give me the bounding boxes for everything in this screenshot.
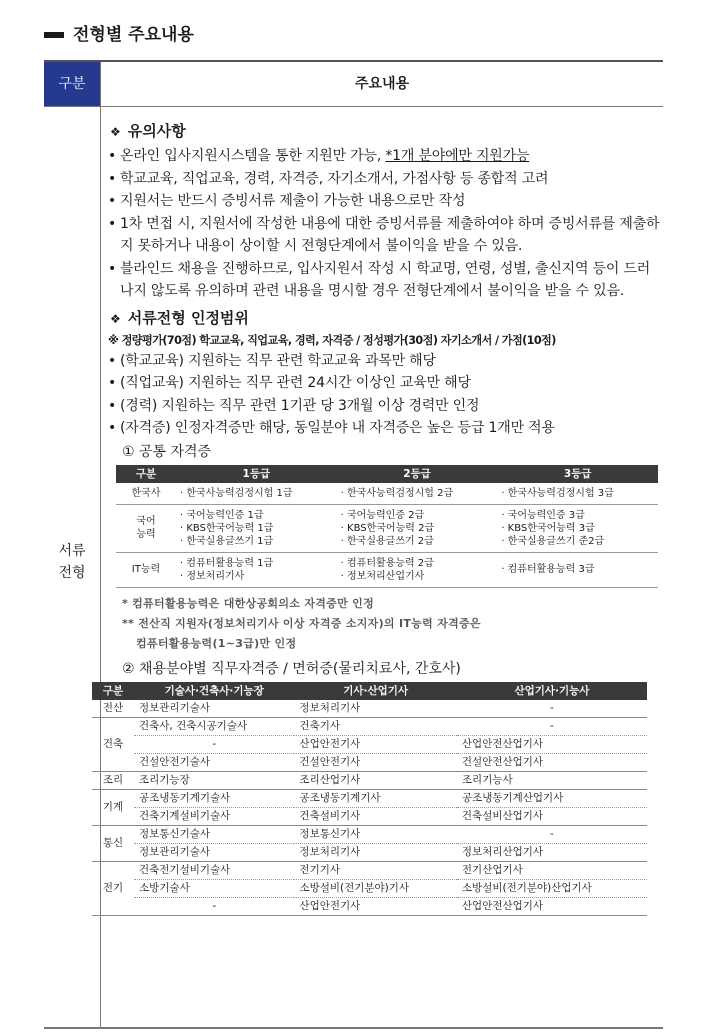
cert-item: · 한국실용글쓰기 2급 <box>340 535 434 547</box>
table-row <box>116 504 658 552</box>
table-cell: - <box>134 897 294 915</box>
table-cell: 정보처리기사 <box>294 843 456 861</box>
table-cell: 건설안전산업기사 <box>457 753 647 771</box>
table-cell: 건축전기설비기술사 <box>134 861 294 879</box>
table-cell: 정보관리기술사 <box>134 843 294 861</box>
diamond-icon: ❖ <box>110 311 121 326</box>
table-cell <box>176 483 337 505</box>
table-header-cell: 구분 <box>116 465 176 483</box>
cert-item: · 한국사능력검정시험 2급 <box>340 487 454 499</box>
scope-heading <box>110 307 663 328</box>
caution-item <box>108 190 663 213</box>
scope-item: • (경력) 지원하는 직무 관련 1기관 당 3개월 이상 경력만 인정 <box>108 395 663 418</box>
field-cert-title: ② 채용분야별 직무자격증 / 면허증(물리치료사, 간호사) <box>122 660 461 677</box>
cert-item: · KBS한국어능력 2급 <box>340 522 435 534</box>
cautions-title: 유의사항 <box>127 122 186 140</box>
caution-text: 학교교육, 직업교육, 경력, 자격증, 자기소개서, 가점사항 등 종합적 고려 <box>120 170 549 187</box>
title-bar-icon <box>44 32 64 38</box>
table-header-cell: 2등급 <box>337 465 498 483</box>
table-row <box>92 735 647 753</box>
cert-item: · 정보처리기사 <box>180 570 245 582</box>
row-header-line: 한국사 <box>131 487 161 499</box>
table-cell: 소방설비(전기분야)기사 <box>294 879 456 897</box>
table-cell: 건설안전기사 <box>294 753 456 771</box>
caution-text: 블라인드 채용을 진행하므로, 입사지원서 작성 시 학교명, 연령, 성별, 출신지역 등이 드러나지 않도록 유의하며 관련 내용을 명시할 경우 전형단계에서 불이익을 받을 수 있음. <box>120 260 651 299</box>
cautions-list <box>108 145 663 303</box>
group-label: 조리 <box>92 771 134 789</box>
table-cell: 조리기능사 <box>457 771 647 789</box>
table-cell: 건축기계설비기술사 <box>134 807 294 825</box>
table-cell: 공조냉동기계기술사 <box>134 789 294 807</box>
cert-note: * 컴퓨터활용능력은 대한상공회의소 자격증만 인정 <box>122 596 375 610</box>
table-cell: 산업안전기사 <box>294 897 456 915</box>
cert-item: · 정보처리산업기사 <box>340 570 425 582</box>
table-cell: 정보처리산업기사 <box>457 843 647 861</box>
table-cell: 산업안전산업기사 <box>457 735 647 753</box>
table-cell: 정보통신기술사 <box>134 825 294 843</box>
caution-text: 1차 면접 시, 지원서에 작성한 내용에 대한 증빙서류를 제출하여야 하며 증빙서류를 제출하지 못하거나 내용이 상이할 시 전형단계에서 불이익을 받을 수 있음. <box>120 215 660 254</box>
cert-item: · 컴퓨터활용능력 3급 <box>501 564 595 575</box>
caution-item <box>108 213 663 258</box>
section-title-text: 전형별 주요내용 <box>73 25 194 45</box>
table-cell: 건축기사 <box>294 717 456 735</box>
table-cell: 공조냉동기계산업기사 <box>457 789 647 807</box>
main-table <box>44 60 663 1029</box>
caution-item <box>108 145 663 168</box>
table-header-cell: 구분 <box>92 682 134 700</box>
row-header-line: 능력 <box>136 529 156 540</box>
caution-emphasis: *1개 분야에만 지원가능 <box>385 148 530 164</box>
scope-item: • (학교교육) 지원하는 직무 관련 학교교육 과목만 해당 <box>108 350 663 373</box>
table-row <box>92 717 647 735</box>
cert-item: · 한국사능력검정시험 3급 <box>501 487 614 499</box>
table-cell: 건설안전기술사 <box>134 753 294 771</box>
table-row <box>92 789 647 807</box>
cert-item: · 한국사능력검정시험 1급 <box>180 487 293 499</box>
table-row <box>92 897 647 915</box>
cert-item: · 컴퓨터활용능력 2급 <box>340 557 434 569</box>
table-cell <box>497 483 658 505</box>
table-row <box>116 552 658 587</box>
table-row <box>92 861 647 879</box>
table-cell <box>337 483 498 505</box>
table-row <box>92 825 647 843</box>
scope-note: ※ 정량평가(70점) 학교교육, 직업교육, 경력, 자격증 / 정성평가(30점) 자기소개서 / 가점(10점) <box>108 333 556 347</box>
table-cell: 정보관리기술사 <box>134 700 294 718</box>
table-row <box>92 753 647 771</box>
common-cert-table <box>116 465 658 588</box>
table-cell: 정보통신기사 <box>294 825 456 843</box>
table-cell: 건축설비기사 <box>294 807 456 825</box>
row-header-line: IT능력 <box>131 564 161 575</box>
table-header-cell: 1등급 <box>176 465 337 483</box>
cert-item: · KBS한국어능력 3급 <box>501 522 595 534</box>
table-cell: 전기산업기사 <box>457 861 647 879</box>
table-cell: 전기기사 <box>294 861 456 879</box>
table-cell: - <box>457 717 647 735</box>
row-label <box>44 540 100 584</box>
table-row <box>92 700 647 718</box>
table-cell <box>176 552 337 587</box>
caution-item <box>108 168 663 191</box>
content-area <box>102 120 663 916</box>
cert-item: · 한국실용글쓰기 준2급 <box>501 535 605 547</box>
row-label-line-1: 서류 <box>58 543 86 559</box>
cert-item: · 국어능력인증 1급 <box>180 509 264 521</box>
table-cell <box>497 552 658 587</box>
field-cert-table <box>92 682 647 916</box>
table-cell: - <box>134 735 294 753</box>
table-cell: 소방설비(전기분야)산업기사 <box>457 879 647 897</box>
table-cell: - <box>457 700 647 718</box>
cert-item: · 한국실용글쓰기 1급 <box>180 535 274 547</box>
row-header-line: 국어 <box>136 516 156 527</box>
group-label: 전산 <box>92 700 134 718</box>
group-label: 건축 <box>92 717 134 771</box>
table-row <box>92 771 647 789</box>
cautions-heading <box>110 120 663 141</box>
table-row <box>92 807 647 825</box>
table-row <box>116 483 658 505</box>
table-cell <box>337 504 498 552</box>
group-label: 통신 <box>92 825 134 861</box>
table-cell: 건축사, 건축시공기술사 <box>134 717 294 735</box>
table-row <box>92 879 647 897</box>
table-cell <box>176 504 337 552</box>
table-cell: 산업안전기사 <box>294 735 456 753</box>
cert-note: ** 전산직 지원자(정보처리기사 이상 자격증 소지자)의 IT능력 자격증은 <box>122 616 481 630</box>
common-cert-notes <box>122 594 663 654</box>
scope-title: 서류전형 인정범위 <box>127 308 249 327</box>
caution-text: 지원서는 반드시 증빙서류 제출이 가능한 내용으로만 작성 <box>120 193 466 209</box>
header-divider <box>44 106 101 107</box>
table-header-cell: 기술사·건축사·기능장 <box>134 682 294 700</box>
caution-item <box>108 258 663 303</box>
row-header <box>116 504 176 552</box>
table-header-cell: 3등급 <box>497 465 658 483</box>
section-title <box>44 20 194 45</box>
table-cell <box>337 552 498 587</box>
table-cell: 소방기술사 <box>134 879 294 897</box>
group-label: 전기 <box>92 861 134 915</box>
cert-item: · 국어능력인증 2급 <box>340 509 425 521</box>
group-label: 기계 <box>92 789 134 825</box>
table-cell: 정보처리기사 <box>294 700 456 718</box>
cert-note: 컴퓨터활용능력(1~3급)만 인정 <box>136 636 297 650</box>
cert-item: · 국어능력인증 3급 <box>501 509 585 521</box>
table-cell: - <box>457 825 647 843</box>
header-category: 구분 <box>44 62 100 106</box>
scope-item: • (직업교육) 지원하는 직무 관련 24시간 이상인 교육만 해당 <box>108 372 663 395</box>
cert-item: · KBS한국어능력 1급 <box>180 522 274 534</box>
header-content: 주요내용 <box>101 62 663 107</box>
table-header-cell: 산업기사·기능사 <box>457 682 647 700</box>
table-cell: 건축설비산업기사 <box>457 807 647 825</box>
table-header-cell: 기사·산업기사 <box>294 682 456 700</box>
row-header <box>116 552 176 587</box>
table-cell: 산업안전산업기사 <box>457 897 647 915</box>
table-cell: 조리산업기사 <box>294 771 456 789</box>
row-label-line-2: 전형 <box>58 565 86 581</box>
scope-list <box>108 350 663 440</box>
diamond-icon: ❖ <box>110 125 121 139</box>
cert-item: · 컴퓨터활용능력 1급 <box>180 557 274 569</box>
table-row <box>92 843 647 861</box>
common-cert-title: ① 공통 자격증 <box>122 443 212 460</box>
table-cell: 조리기능장 <box>134 771 294 789</box>
caution-text: 온라인 입사지원시스템을 통한 지원만 가능, <box>120 148 386 164</box>
table-cell <box>497 504 658 552</box>
table-cell: 공조냉동기계기사 <box>294 789 456 807</box>
scope-item: • (자격증) 인정자격증만 해당, 동일분야 내 자격증은 높은 등급 1개만 적용 <box>108 417 663 440</box>
row-header <box>116 483 176 505</box>
